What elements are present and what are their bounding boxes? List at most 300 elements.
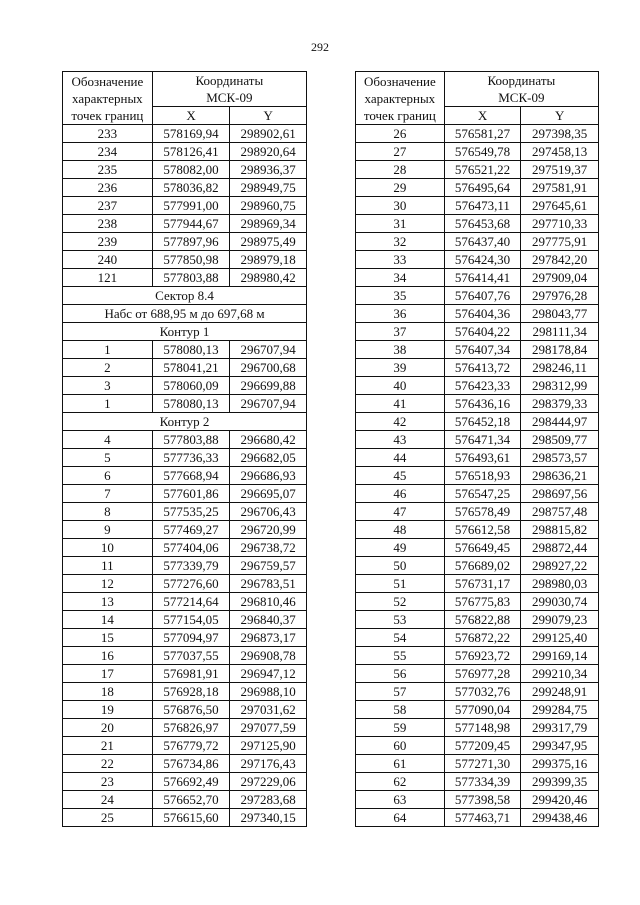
y-coordinate: 299030,74 [521,593,599,611]
designation-header-line: точек границ [71,107,144,123]
x-coordinate: 576493,61 [444,449,521,467]
y-coordinate: 296759,57 [230,557,307,575]
point-label: 26 [356,125,445,143]
y-coordinate: 298043,77 [521,305,599,323]
x-coordinate: 576826,97 [152,719,230,737]
point-label: 20 [63,719,153,737]
coordinates-table-left [62,71,307,827]
table-row [63,179,307,197]
table-row [356,323,599,341]
point-label: 233 [63,125,153,143]
point-label: 6 [63,467,153,485]
y-coordinate: 299420,46 [521,791,599,809]
point-label: 63 [356,791,445,809]
point-label: 15 [63,629,153,647]
point-label: 41 [356,395,445,413]
table-row [356,395,599,413]
point-label: 33 [356,251,445,269]
point-label: 49 [356,539,445,557]
x-coordinate: 576452,18 [444,413,521,431]
x-coordinate: 577601,86 [152,485,230,503]
table-row [63,521,307,539]
y-coordinate: 298178,84 [521,341,599,359]
y-coordinate: 298444,97 [521,413,599,431]
table-row [356,305,599,323]
table-row [63,809,307,827]
table-row [356,809,599,827]
x-coordinate: 576578,49 [444,503,521,521]
point-label: 235 [63,161,153,179]
point-label: 236 [63,179,153,197]
x-header: X [152,107,230,125]
table-row [63,485,307,503]
x-coordinate: 576649,45 [444,539,521,557]
y-coordinate: 296810,46 [230,593,307,611]
x-coordinate: 576473,11 [444,197,521,215]
section-row [63,305,307,323]
y-coordinate: 296707,94 [230,395,307,413]
point-label: 1 [63,341,153,359]
point-label: 55 [356,647,445,665]
x-coordinate: 576692,49 [152,773,230,791]
table-row [356,629,599,647]
point-label: 46 [356,485,445,503]
point-label: 18 [63,683,153,701]
y-coordinate: 298920,64 [230,143,307,161]
point-label: 23 [63,773,153,791]
point-label: 50 [356,557,445,575]
x-coordinate: 576518,93 [444,467,521,485]
y-coordinate: 299169,14 [521,647,599,665]
y-coordinate: 299125,40 [521,629,599,647]
table-row [63,395,307,413]
table-row [63,557,307,575]
x-coordinate: 577334,39 [444,773,521,791]
y-coordinate: 297458,13 [521,143,599,161]
y-coordinate: 296908,78 [230,647,307,665]
point-label: 37 [356,323,445,341]
y-coordinate: 298509,77 [521,431,599,449]
point-label: 59 [356,719,445,737]
x-coordinate: 576437,40 [444,233,521,251]
y-coordinate: 298980,42 [230,269,307,287]
table-row [63,665,307,683]
section-row [63,287,307,305]
table-row [356,755,599,773]
table-row [63,431,307,449]
coordinates-header-line: МСК-09 [206,90,253,105]
point-label: 53 [356,611,445,629]
y-coordinate: 296707,94 [230,341,307,359]
table-row [63,791,307,809]
point-label: 12 [63,575,153,593]
point-label: 28 [356,161,445,179]
y-coordinate: 298980,03 [521,575,599,593]
table-row [63,773,307,791]
table-row [356,683,599,701]
point-label: 234 [63,143,153,161]
x-coordinate: 577154,05 [152,611,230,629]
x-coordinate: 576404,22 [444,323,521,341]
table-row [63,593,307,611]
table-row [356,557,599,575]
x-coordinate: 578036,82 [152,179,230,197]
section-row [63,323,307,341]
table-row [63,737,307,755]
table-row [356,431,599,449]
y-coordinate: 298969,34 [230,215,307,233]
point-label: 240 [63,251,153,269]
x-coordinate: 576404,36 [444,305,521,323]
table-row [356,377,599,395]
y-coordinate: 297645,61 [521,197,599,215]
point-label: 25 [63,809,153,827]
table-row [356,503,599,521]
y-coordinate: 297398,35 [521,125,599,143]
y-coordinate: 298902,61 [230,125,307,143]
point-label: 29 [356,179,445,197]
point-label: 21 [63,737,153,755]
y-coordinate: 296682,05 [230,449,307,467]
table-row [63,629,307,647]
point-label: 238 [63,215,153,233]
coordinates-header [152,72,306,107]
y-coordinate: 298246,11 [521,359,599,377]
y-coordinate: 297519,37 [521,161,599,179]
y-coordinate: 298949,75 [230,179,307,197]
section-title: Контур 2 [63,413,307,431]
point-label: 9 [63,521,153,539]
x-coordinate: 577398,58 [444,791,521,809]
y-coordinate: 298979,18 [230,251,307,269]
table-row [356,467,599,485]
point-label: 30 [356,197,445,215]
coordinates-header-line: Координаты [487,73,556,88]
point-label: 39 [356,359,445,377]
point-label: 34 [356,269,445,287]
x-coordinate: 577469,27 [152,521,230,539]
x-coordinate: 577535,25 [152,503,230,521]
x-coordinate: 577803,88 [152,269,230,287]
table-row [63,269,307,287]
table-row [63,359,307,377]
y-coordinate: 297283,68 [230,791,307,809]
x-coordinate: 576615,60 [152,809,230,827]
x-coordinate: 576495,64 [444,179,521,197]
point-label: 14 [63,611,153,629]
table-row [63,647,307,665]
y-coordinate: 298111,34 [521,323,599,341]
x-header: X [444,107,521,125]
x-coordinate: 576521,22 [444,161,521,179]
y-coordinate: 299210,34 [521,665,599,683]
point-label: 60 [356,737,445,755]
point-label: 51 [356,575,445,593]
y-header: Y [230,107,307,125]
y-coordinate: 299347,95 [521,737,599,755]
point-label: 58 [356,701,445,719]
y-coordinate: 299317,79 [521,719,599,737]
table-row [356,413,599,431]
y-coordinate: 296706,43 [230,503,307,521]
x-coordinate: 576549,78 [444,143,521,161]
point-label: 32 [356,233,445,251]
table-header-row [63,72,307,107]
table-row [63,197,307,215]
designation-header [63,72,153,125]
point-label: 19 [63,701,153,719]
y-coordinate: 298815,82 [521,521,599,539]
table-row [63,755,307,773]
table-row [63,503,307,521]
point-label: 42 [356,413,445,431]
point-label: 24 [63,791,153,809]
table-row [356,341,599,359]
point-label: 31 [356,215,445,233]
table-row [356,593,599,611]
x-coordinate: 576734,86 [152,755,230,773]
point-label: 38 [356,341,445,359]
x-coordinate: 576977,28 [444,665,521,683]
x-coordinate: 576407,34 [444,341,521,359]
designation-header-line: характерных [72,90,143,106]
table-row [356,521,599,539]
y-coordinate: 297581,91 [521,179,599,197]
section-title: Контур 1 [63,323,307,341]
point-label: 237 [63,197,153,215]
table-row [63,611,307,629]
x-coordinate: 577090,04 [444,701,521,719]
x-coordinate: 577463,71 [444,809,521,827]
y-coordinate: 299438,46 [521,809,599,827]
table-row [356,485,599,503]
y-coordinate: 297340,15 [230,809,307,827]
designation-header-line: Обозначение [71,73,144,89]
y-coordinate: 299399,35 [521,773,599,791]
y-coordinate: 299375,16 [521,755,599,773]
y-coordinate: 296947,12 [230,665,307,683]
y-coordinate: 298960,75 [230,197,307,215]
table-row [356,359,599,377]
point-label: 43 [356,431,445,449]
table-row [63,215,307,233]
y-coordinate: 298927,22 [521,557,599,575]
y-coordinate: 296699,88 [230,377,307,395]
y-coordinate: 296720,99 [230,521,307,539]
y-coordinate: 296695,07 [230,485,307,503]
y-coordinate: 298573,57 [521,449,599,467]
x-coordinate: 577032,76 [444,683,521,701]
section-title: Набс от 688,95 м до 697,68 м [63,305,307,323]
table-row [63,575,307,593]
y-coordinate: 297710,33 [521,215,599,233]
coordinates-header [444,72,598,107]
x-coordinate: 577148,98 [444,719,521,737]
y-coordinate: 298872,44 [521,539,599,557]
point-label: 56 [356,665,445,683]
table-row [63,683,307,701]
y-coordinate: 296873,17 [230,629,307,647]
y-coordinate: 299079,23 [521,611,599,629]
table-row [356,233,599,251]
y-coordinate: 298936,37 [230,161,307,179]
x-coordinate: 577271,30 [444,755,521,773]
point-label: 57 [356,683,445,701]
table-header-row [356,72,599,107]
table-row [63,125,307,143]
x-coordinate: 577897,96 [152,233,230,251]
x-coordinate: 576612,58 [444,521,521,539]
y-coordinate: 296840,37 [230,611,307,629]
y-coordinate: 297031,62 [230,701,307,719]
point-label: 11 [63,557,153,575]
x-coordinate: 576981,91 [152,665,230,683]
x-coordinate: 578080,13 [152,341,230,359]
y-coordinate: 298757,48 [521,503,599,521]
y-coordinate: 297125,90 [230,737,307,755]
table-row [356,269,599,287]
point-label: 36 [356,305,445,323]
x-coordinate: 578060,09 [152,377,230,395]
table-row [356,719,599,737]
section-title: Сектор 8.4 [63,287,307,305]
point-label: 121 [63,269,153,287]
table-row [63,161,307,179]
x-coordinate: 576423,33 [444,377,521,395]
table-row [356,701,599,719]
x-coordinate: 578041,21 [152,359,230,377]
y-coordinate: 296680,42 [230,431,307,449]
table-row [356,143,599,161]
table-row [356,773,599,791]
x-coordinate: 576424,30 [444,251,521,269]
x-coordinate: 577991,00 [152,197,230,215]
x-coordinate: 576453,68 [444,215,521,233]
x-coordinate: 577404,06 [152,539,230,557]
y-coordinate: 298312,99 [521,377,599,395]
page-number: 292 [311,40,329,54]
point-label: 17 [63,665,153,683]
point-label: 40 [356,377,445,395]
point-label: 27 [356,143,445,161]
y-coordinate: 297842,20 [521,251,599,269]
x-coordinate: 577944,67 [152,215,230,233]
point-label: 8 [63,503,153,521]
x-coordinate: 576731,17 [444,575,521,593]
table-row [356,125,599,143]
coordinates-table-right [355,71,599,827]
x-coordinate: 576689,02 [444,557,521,575]
point-label: 16 [63,647,153,665]
point-label: 35 [356,287,445,305]
y-coordinate: 298697,56 [521,485,599,503]
table-row [63,233,307,251]
table-body-left [63,125,307,827]
designation-header-line: характерных [364,90,436,106]
table-row [63,449,307,467]
table-row [63,143,307,161]
y-coordinate: 297229,06 [230,773,307,791]
point-label: 5 [63,449,153,467]
x-coordinate: 576775,83 [444,593,521,611]
table-row [356,197,599,215]
x-coordinate: 578080,13 [152,395,230,413]
point-label: 7 [63,485,153,503]
x-coordinate: 576471,34 [444,431,521,449]
x-coordinate: 577850,98 [152,251,230,269]
x-coordinate: 577803,88 [152,431,230,449]
y-coordinate: 296988,10 [230,683,307,701]
point-label: 44 [356,449,445,467]
table-row [63,251,307,269]
point-label: 10 [63,539,153,557]
table-row [356,161,599,179]
x-coordinate: 577339,79 [152,557,230,575]
table-row [356,179,599,197]
x-coordinate: 577736,33 [152,449,230,467]
point-label: 4 [63,431,153,449]
y-coordinate: 296686,93 [230,467,307,485]
y-coordinate: 298379,33 [521,395,599,413]
point-label: 3 [63,377,153,395]
table-row [63,719,307,737]
x-coordinate: 576923,72 [444,647,521,665]
x-coordinate: 576414,41 [444,269,521,287]
point-label: 1 [63,395,153,413]
point-label: 52 [356,593,445,611]
y-coordinate: 296738,72 [230,539,307,557]
x-coordinate: 576928,18 [152,683,230,701]
table-row [356,575,599,593]
x-coordinate: 578169,94 [152,125,230,143]
x-coordinate: 577668,94 [152,467,230,485]
x-coordinate: 576876,50 [152,701,230,719]
table-row [63,539,307,557]
y-coordinate: 296783,51 [230,575,307,593]
x-coordinate: 577209,45 [444,737,521,755]
table-row [63,377,307,395]
coordinates-header-line: Координаты [195,73,264,88]
table-row [356,539,599,557]
x-coordinate: 576547,25 [444,485,521,503]
y-coordinate: 297077,59 [230,719,307,737]
point-label: 13 [63,593,153,611]
designation-header [356,72,445,125]
point-label: 64 [356,809,445,827]
x-coordinate: 576413,72 [444,359,521,377]
x-coordinate: 577276,60 [152,575,230,593]
x-coordinate: 578126,41 [152,143,230,161]
x-coordinate: 576581,27 [444,125,521,143]
x-coordinate: 576652,70 [152,791,230,809]
point-label: 2 [63,359,153,377]
x-coordinate: 576436,16 [444,395,521,413]
y-coordinate: 297775,91 [521,233,599,251]
x-coordinate: 576779,72 [152,737,230,755]
table-row [356,251,599,269]
table-row [356,287,599,305]
x-coordinate: 576407,76 [444,287,521,305]
x-coordinate: 576872,22 [444,629,521,647]
table-row [356,215,599,233]
y-coordinate: 298975,49 [230,233,307,251]
table-row [356,611,599,629]
y-coordinate: 298636,21 [521,467,599,485]
table-row [356,449,599,467]
section-row [63,413,307,431]
table-row [63,341,307,359]
x-coordinate: 578082,00 [152,161,230,179]
